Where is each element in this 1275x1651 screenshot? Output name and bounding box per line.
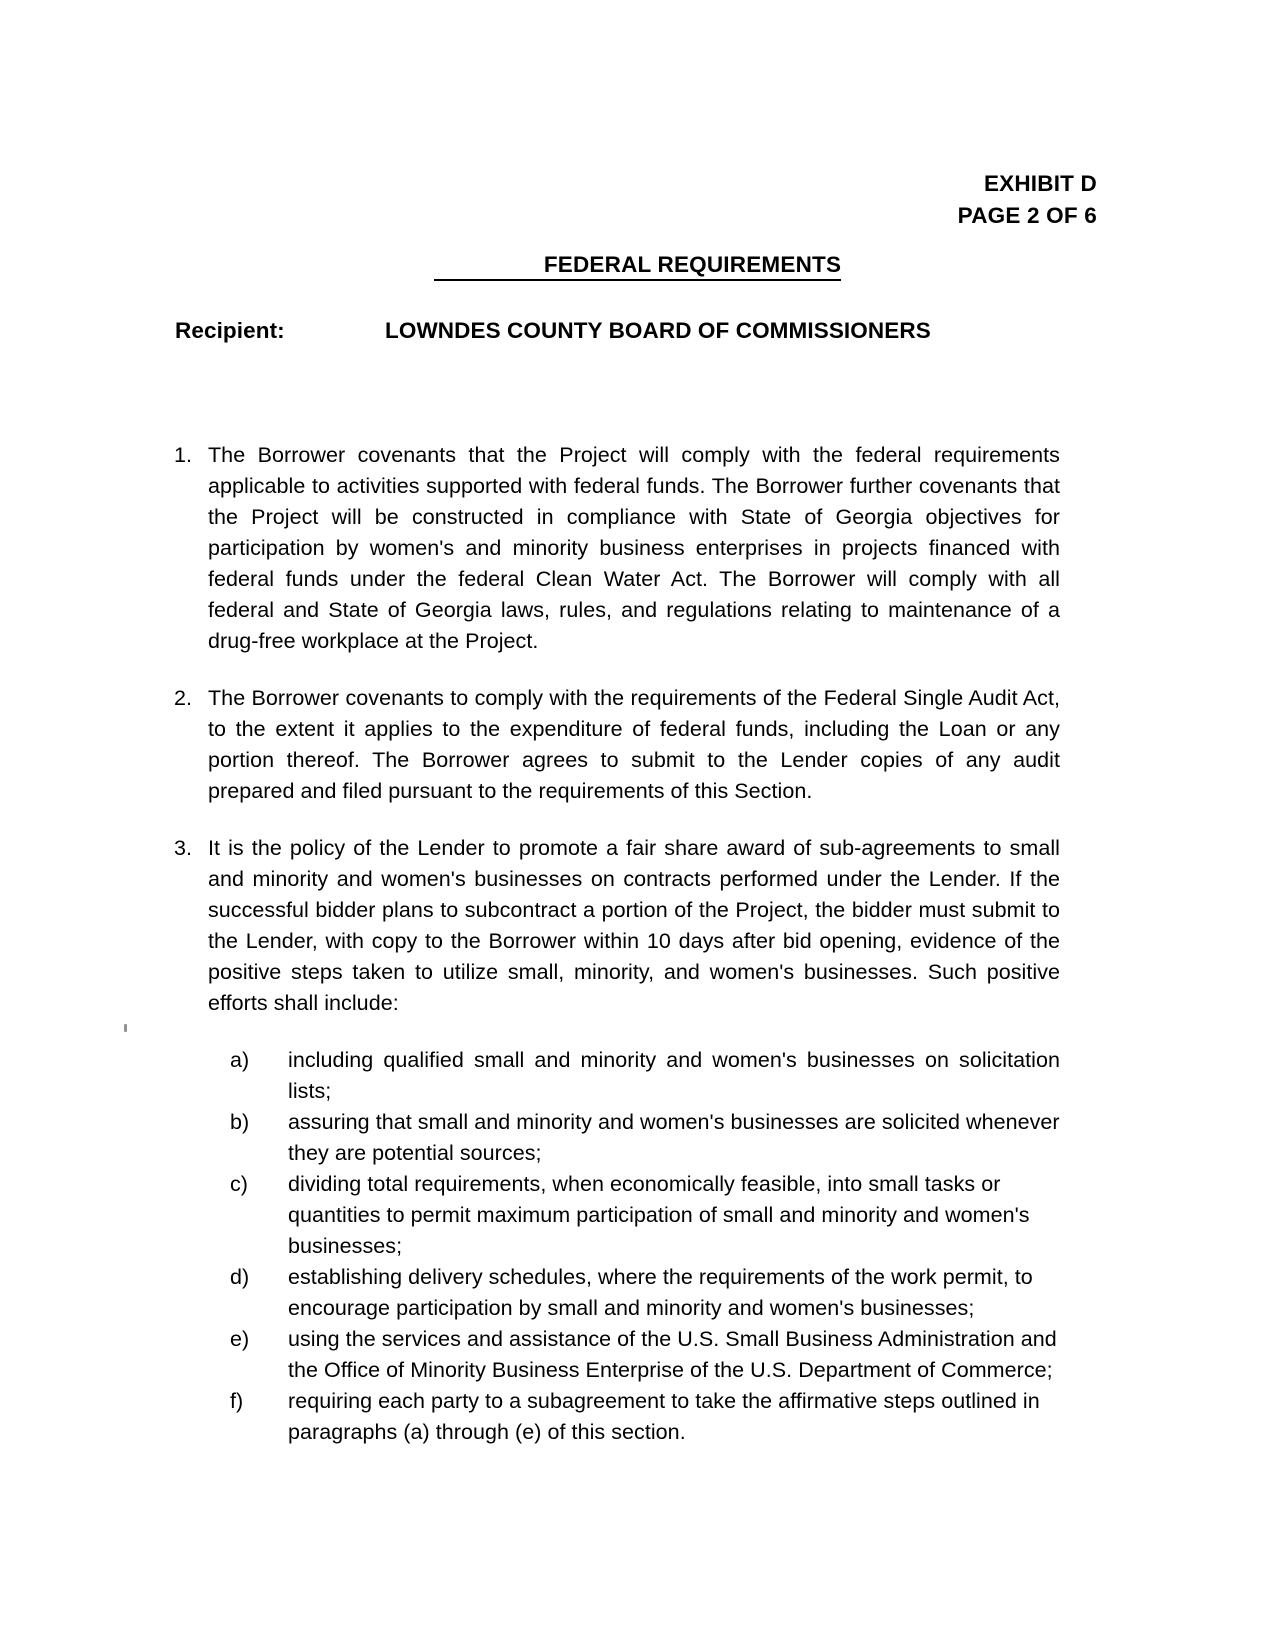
list-item-text: establishing delivery schedules, where the requirements of the work permit, to encourage participation by small and minority and women's businesses; [288,1265,1033,1320]
exhibit-label: EXHIBIT D [983,171,1097,196]
list-item-text: assuring that small and minority and women's businesses are solicited whenever they are potential sources; [288,1110,1060,1165]
section-number: 2. [174,686,192,710]
list-item-text: including qualified small and minority and women's businesses on solicitation lists; [288,1048,1060,1103]
list-item-letter: c) [230,1172,248,1196]
section-item [172,833,1060,1019]
recipient-label: Recipient: [175,318,285,343]
section-text: The Borrower covenants to comply with the requirements of the Federal Single Audit Act, to the extent it applies to the expenditure of federal funds, including the Loan or any portion thereof. The Borrower agrees to submit to the Lender copies of any audit prepared and filed pursuant to the requirements of this Section. [208,686,1060,803]
list-item-text: dividing total requirements, when economically feasible, into small tasks or quantities to permit maximum participation of small and minority and women's businesses; [288,1172,1030,1258]
list-item [230,1169,1060,1262]
list-item [230,1045,1060,1107]
section-item [172,683,1060,807]
recipient-value: LOWNDES COUNTY BOARD OF COMMISSIONERS [385,318,931,343]
page-title [0,252,1275,281]
section-number: 1. [174,443,192,467]
document-body [172,440,1060,1448]
section-text: It is the policy of the Lender to promote a fair share award of sub-agreements to small and minority and women's businesses on contracts performed under the Lender. If the successful bidder plans to subcontract a portion of the Project, the bidder must submit to the Lender, with copy to the Borrower within 10 days after bid opening, evidence of the positive steps taken to utilize small, minority, and women's businesses. Such positive efforts shall include: [208,836,1060,1015]
list-item [230,1262,1060,1324]
list-item-text: using the services and assistance of the U.S. Small Business Administration and the Office of Minority Business Enterprise of the U.S. Department of Commerce; [288,1327,1057,1382]
list-item-letter: d) [230,1265,250,1289]
page-number-label: PAGE 2 OF 6 [957,202,1097,228]
section-text: The Borrower covenants that the Project will comply with the federal requirements applicable to activities supported with federal funds. The Borrower further covenants that the Project will be constructed in compliance with State of Georgia objectives for participation by women's and minority business enterprises in projects financed with federal funds under the federal Clean Water Act. The Borrower will comply with all federal and State of Georgia laws, rules, and regulations relating to maintenance of a drug-free workplace at the Project. [208,443,1060,653]
page-title-text: FEDERAL REQUIREMENTS [434,252,841,281]
lettered-sub-list [230,1045,1060,1448]
list-item-text: requiring each party to a subagreement to take the affirmative steps outlined in paragraphs (a) through (e) of this section. [288,1389,1040,1444]
list-item-letter: f) [230,1389,244,1413]
section-number: 3. [174,836,192,860]
section-item [172,440,1060,657]
scan-artifact-mark [124,1024,127,1032]
list-item [230,1324,1060,1386]
list-item-letter: b) [230,1110,250,1134]
list-item [230,1107,1060,1169]
list-item [230,1386,1060,1448]
document-header [958,168,1097,232]
list-item-letter: e) [230,1327,250,1351]
recipient-row [175,318,1100,344]
list-item-letter: a) [230,1048,250,1072]
